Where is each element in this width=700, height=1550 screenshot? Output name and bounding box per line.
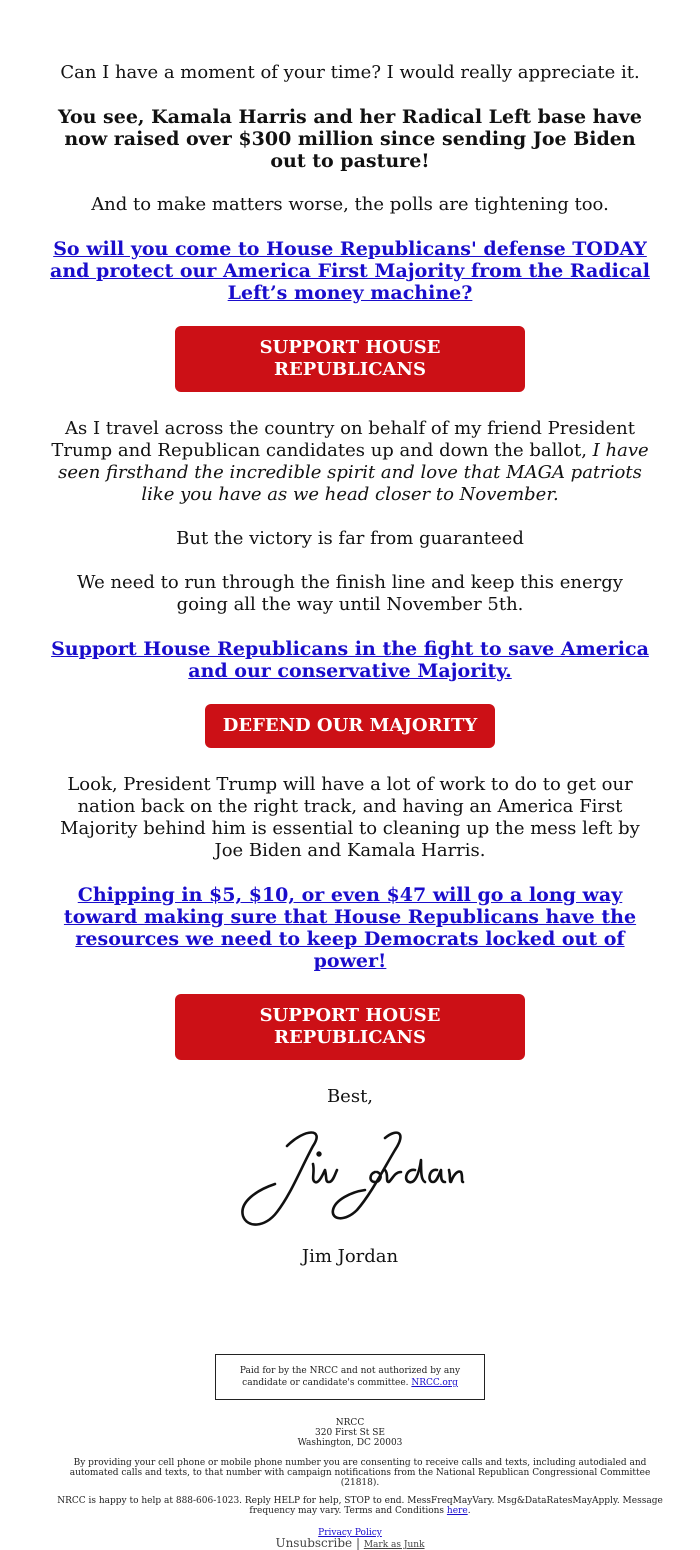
button-row-3	[50, 994, 650, 1060]
unsubscribe-link[interactable]: Unsubscribe	[275, 1536, 353, 1550]
unsubscribe-row	[50, 1538, 650, 1550]
disclaimer-text: Paid for by the NRCC and not authorized by any candidate or candidate's committee.	[239, 1366, 461, 1388]
mark-as-junk-link[interactable]: Mark as Junk	[363, 1540, 425, 1550]
travel-paragraph	[50, 418, 650, 506]
signature-image	[235, 1124, 465, 1234]
city-address: Washington, DC 20003	[297, 1438, 403, 1448]
org-name: NRCC	[335, 1418, 365, 1428]
street-address: 320 First St SE	[315, 1428, 385, 1438]
signer-name: Jim Jordan	[301, 1246, 399, 1267]
terms-here-link[interactable]: here	[446, 1506, 468, 1516]
bold-statement: You see, Kamala Harris and her Radical Left base have now raised over $300 million since sending Joe Biden out to pasture!	[58, 106, 642, 172]
signoff-text: Best,	[326, 1086, 374, 1107]
finish-line-text: We need to run through the finish line and keep this energy going all the way until November 5th.	[77, 572, 623, 615]
nrcc-org-link[interactable]: NRCC.org	[411, 1378, 458, 1388]
support-fight-link[interactable]: Support House Republicans in the fight to save America and our conservative Majority.	[51, 638, 649, 682]
cta-link-paragraph-1	[50, 238, 650, 304]
sms-consent-text: By providing your cell phone or mobile phone number you are consenting to receive calls and texts, including autodialed and automated calls and texts, to that number with campaign notifications from the National Republican Congressional Committee (21818).	[69, 1458, 651, 1488]
button-row-1	[50, 326, 650, 392]
travel-plain-text: As I travel across the country on behalf of my friend President Trump and Republican candidates up and down the ballot,	[51, 418, 635, 461]
footer	[50, 1418, 663, 1550]
link-separator: |	[355, 1536, 360, 1550]
mailing-address	[50, 1418, 650, 1448]
support-house-republicans-button-2[interactable]: SUPPORT HOUSE REPUBLICANS	[175, 994, 525, 1060]
polls-text: And to make matters worse, the polls are tightening too.	[91, 194, 609, 215]
intro-text: Can I have a moment of your time? I would really appreciate it.	[60, 62, 640, 83]
look-paragraph: Look, President Trump will have a lot of work to do to get our nation back on the right track, and having an America First Majority behind him is essential to cleaning up the mess left by Joe Biden and Kamala Harris.	[60, 774, 640, 861]
help-text: NRCC is happy to help at 888-606-1023. Reply HELP for help, STOP to end. MessFreqMayVary. Msg&DataRatesMayApply. Message frequency may vary. Terms and Conditions	[57, 1496, 663, 1516]
paid-for-disclaimer	[215, 1354, 485, 1400]
defend-our-majority-button[interactable]: DEFEND OUR MAJORITY	[205, 704, 495, 748]
defense-today-link[interactable]: So will you come to House Republicans' defense TODAY and protect our America First Majority from the Radical Left’s money machine?	[50, 238, 650, 304]
privacy-policy-link[interactable]: Privacy Policy	[318, 1528, 382, 1538]
support-house-republicans-button-1[interactable]: SUPPORT HOUSE REPUBLICANS	[175, 326, 525, 392]
cta-link-paragraph-3	[50, 884, 650, 972]
cta-link-paragraph-2	[50, 638, 650, 682]
button-row-2	[50, 704, 650, 748]
signature-drawing	[235, 1124, 465, 1234]
travel-italic-text: I have seen firsthand the incredible spirit and love that MAGA patriots like you have as we head closer to November.	[58, 440, 649, 505]
help-text-paragraph: NRCC is happy to help at 888-606-1023. Reply HELP for help, STOP to end. MessFreqMayVary. Msg&DataRatesMayApply. Message frequency may vary. Terms and Conditions here.	[57, 1496, 663, 1516]
victory-text: But the victory is far from guaranteed	[176, 528, 524, 549]
email-body	[50, 0, 663, 1550]
chip-in-link[interactable]: Chipping in $5, $10, or even $47 will go a long way toward making sure that House Republicans have the resources we need to keep Democrats locked out of power!	[63, 884, 637, 972]
